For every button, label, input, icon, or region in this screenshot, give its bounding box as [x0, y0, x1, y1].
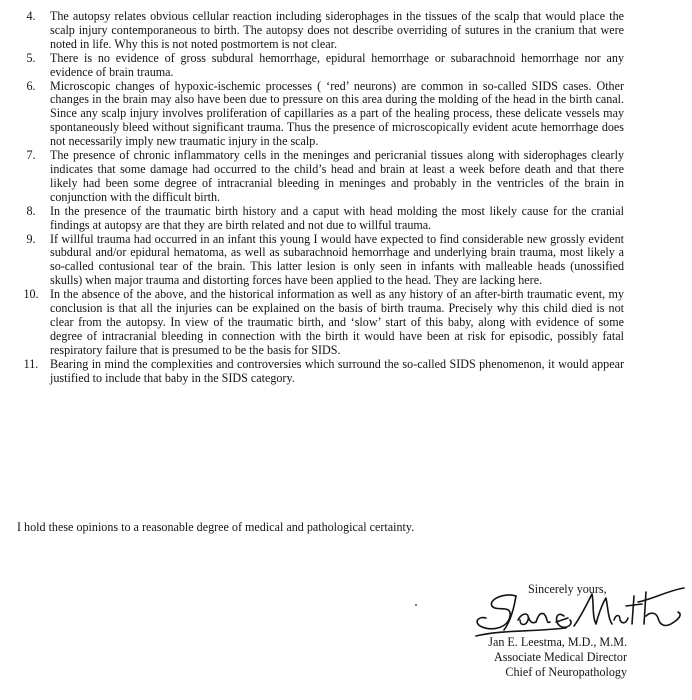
item-number: 7.	[26, 148, 36, 163]
item-text: If willful trauma had occurred in an infant this young I would have expected to find considerable new grossly evident subdural and/or epidural hematoma, as well as subarachnoid hemorrhage and underlying brain trauma, most likely a so-called contusional tear of the brain. This latter lesion is only seen in infants with malleable heads (unossified skulls) when major trauma and distorting forces have been applied to the head. They are lacking here.	[50, 231, 624, 288]
signature-block	[440, 582, 690, 692]
item-number: 11.	[23, 356, 39, 371]
valediction: Sincerely yours,	[528, 582, 607, 596]
item-text: Microscopic changes of hypoxic-ischemic processes ( ‘red’ neurons) are common in so-called SIDS cases. Other changes in the brain may also have been due to pressure on this area during the molding of the head in the birth canal. Since any scalp injury involves proliferation of capillaries as a part of the healing process, these delicate vessels may spontaneously bleed without significant trauma. Thus the presence of microscopically evident acute hemorrhage does not necessarily imply new traumatic injury in the scalp.	[50, 78, 624, 149]
list-item	[12, 288, 624, 358]
item-number: 9.	[26, 231, 36, 246]
list-item	[12, 80, 624, 150]
item-text: There is no evidence of gross subdural hemorrhage, epidural hemorrhage or subarachnoid hemorrhage nor any evidence of brain trauma.	[50, 50, 624, 79]
stray-mark	[415, 604, 417, 606]
list-item	[12, 149, 624, 205]
item-number: 10.	[23, 287, 39, 302]
list-item	[12, 233, 624, 289]
signer-title: Associate Medical Director	[494, 650, 627, 664]
item-number: 6.	[26, 78, 36, 93]
closing-statement: I hold these opinions to a reasonable degree of medical and pathological certainty.	[17, 520, 415, 535]
list-item	[12, 10, 624, 52]
item-text: Bearing in mind the complexities and controversies which surround the so-called SIDS phenomenon, it would appear justified to include that baby in the SIDS category.	[50, 356, 624, 385]
signer-info	[488, 635, 627, 680]
item-number: 8.	[26, 203, 36, 218]
signer-title: Chief of Neuropathology	[505, 665, 627, 679]
numbered-findings-list	[12, 10, 624, 385]
item-text: The presence of chronic inflammatory cells in the meninges and pericranial tissues along with siderophages clearly indicates that some damage had occurred to the child’s head and brain at least a week before death and that there likely had been some degree of intracranial bleeding in meninges and probably in the ventricles of the brain in conjunction with the difficult birth.	[50, 148, 624, 204]
item-text: The autopsy relates obvious cellular reaction including siderophages in the tissues of the scalp that would place the scalp injury contemporaneous to birth. The autopsy does not describe overriding of sutures in the cranium that were noted in life. Why this is not noted postmortem is not clear.	[50, 9, 624, 51]
list-item	[12, 205, 624, 233]
item-text: In the absence of the above, and the historical information as well as any history of an after-birth traumatic event, my conclusion is that all the injuries can be explained on the basis of birth trauma. Precisely why this child died is not clear from the autopsy. In view of the traumatic birth, and ‘slow’ start of this baby, along with evidence of some degree of intracranial bleeding in connection with the birth it would have been at risk for episodic, possibly fatal respiratory failure that is presumed to be the basis for SIDS.	[50, 287, 624, 357]
list-item	[12, 358, 624, 386]
handwritten-signature	[470, 586, 690, 640]
item-number: 4.	[26, 9, 36, 23]
item-number: 5.	[26, 50, 36, 65]
signer-name: Jan E. Leestma, M.D., M.M.	[488, 635, 627, 649]
list-item	[12, 52, 624, 80]
item-text: In the presence of the traumatic birth history and a caput with head molding the most likely cause for the cranial findings at autopsy are that they are birth related and not due to willful trauma.	[50, 203, 624, 232]
